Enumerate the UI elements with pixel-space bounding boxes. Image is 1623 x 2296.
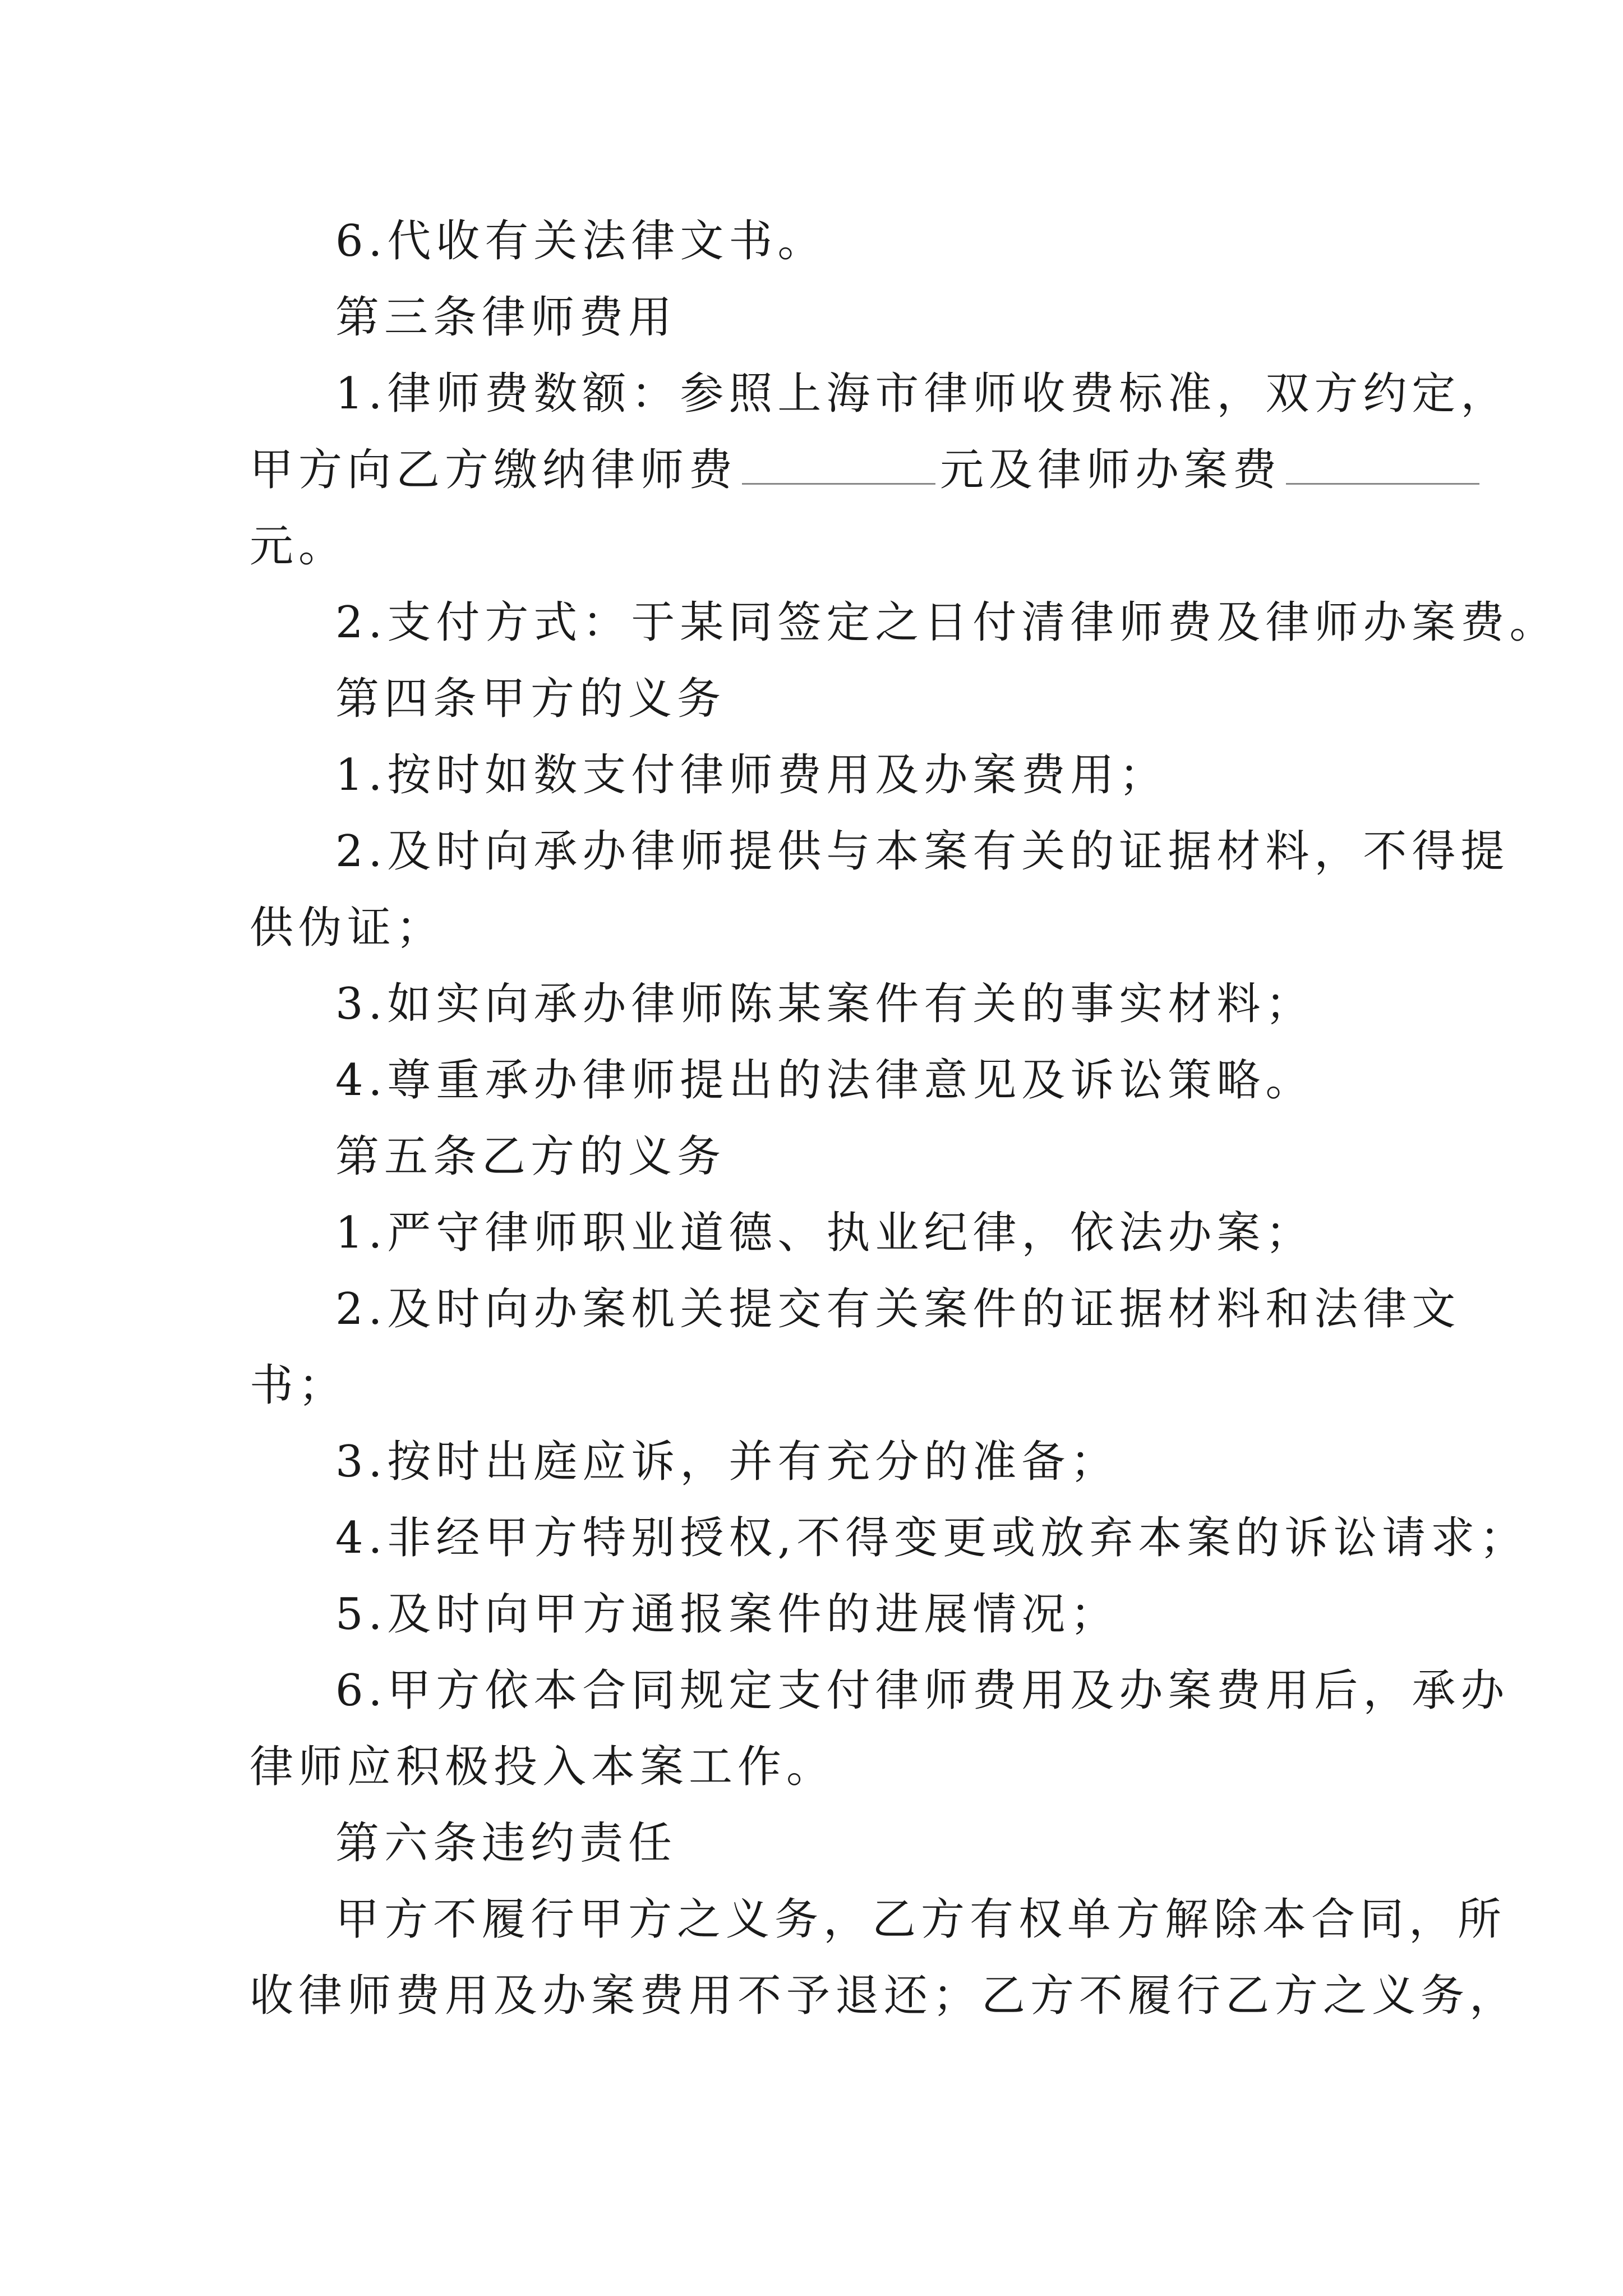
- text-line: 元。: [250, 521, 348, 572]
- fee-label: 甲方向乙方缴纳律师费: [250, 445, 738, 495]
- text-line: 书；: [250, 1360, 348, 1411]
- office-fee-blank: [1286, 444, 1479, 485]
- text-line: 4.非经甲方特别授权,不得变更或放弃本案的诉讼请求；: [335, 1513, 1529, 1563]
- text-line: 2.及时向承办律师提供与本案有关的证据材料，不得提: [335, 826, 1510, 877]
- text-line: 6.甲方依本合同规定支付律师费用及办案费用后，承办: [335, 1665, 1510, 1716]
- text-line: 3.按时出庭应诉，并有充分的准备；: [335, 1437, 1119, 1487]
- lawyer-fee-blank: [742, 444, 935, 485]
- section-heading: 第四条甲方的义务: [335, 674, 726, 724]
- text-line: 2.及时向办案机关提交有关案件的证据材料和法律文: [335, 1284, 1461, 1335]
- text-line: 甲方不履行甲方之义务，乙方有权单方解除本合同，所: [335, 1894, 1507, 1945]
- text-line: 1.按时如数支付律师费用及办案费用；: [335, 750, 1168, 800]
- text-line: 3.如实向承办律师陈某案件有关的事实材料；: [335, 979, 1315, 1029]
- text-line: 1.严守律师职业道德、执业纪律，依法办案；: [335, 1208, 1315, 1258]
- section-heading: 第三条律师费用: [335, 292, 677, 343]
- text-line: 2.支付方式：于某同签定之日付清律师费及律师办案费。: [335, 597, 1559, 648]
- text-line: [250, 443, 1484, 497]
- text-line: 供伪证；: [250, 903, 445, 953]
- text-line: 5.及时向甲方通报案件的进展情况；: [335, 1589, 1119, 1640]
- text-line: 4.尊重承办律师提出的法律意见及诉讼策略。: [335, 1055, 1315, 1106]
- text-line: 收律师费用及办案费用不予退还；乙方不履行乙方之义务，: [250, 1971, 1519, 2021]
- text-line: 律师应积极投入本案工作。: [250, 1742, 836, 1792]
- section-heading: 第五条乙方的义务: [335, 1131, 726, 1182]
- office-fee-label: 元及律师办案费: [940, 445, 1282, 495]
- text-line: 1.律师费数额：参照上海市律师收费标准，双方约定，: [335, 369, 1510, 419]
- section-heading: 第六条违约责任: [335, 1818, 677, 1869]
- text-line: 6.代收有关法律文书。: [335, 216, 827, 266]
